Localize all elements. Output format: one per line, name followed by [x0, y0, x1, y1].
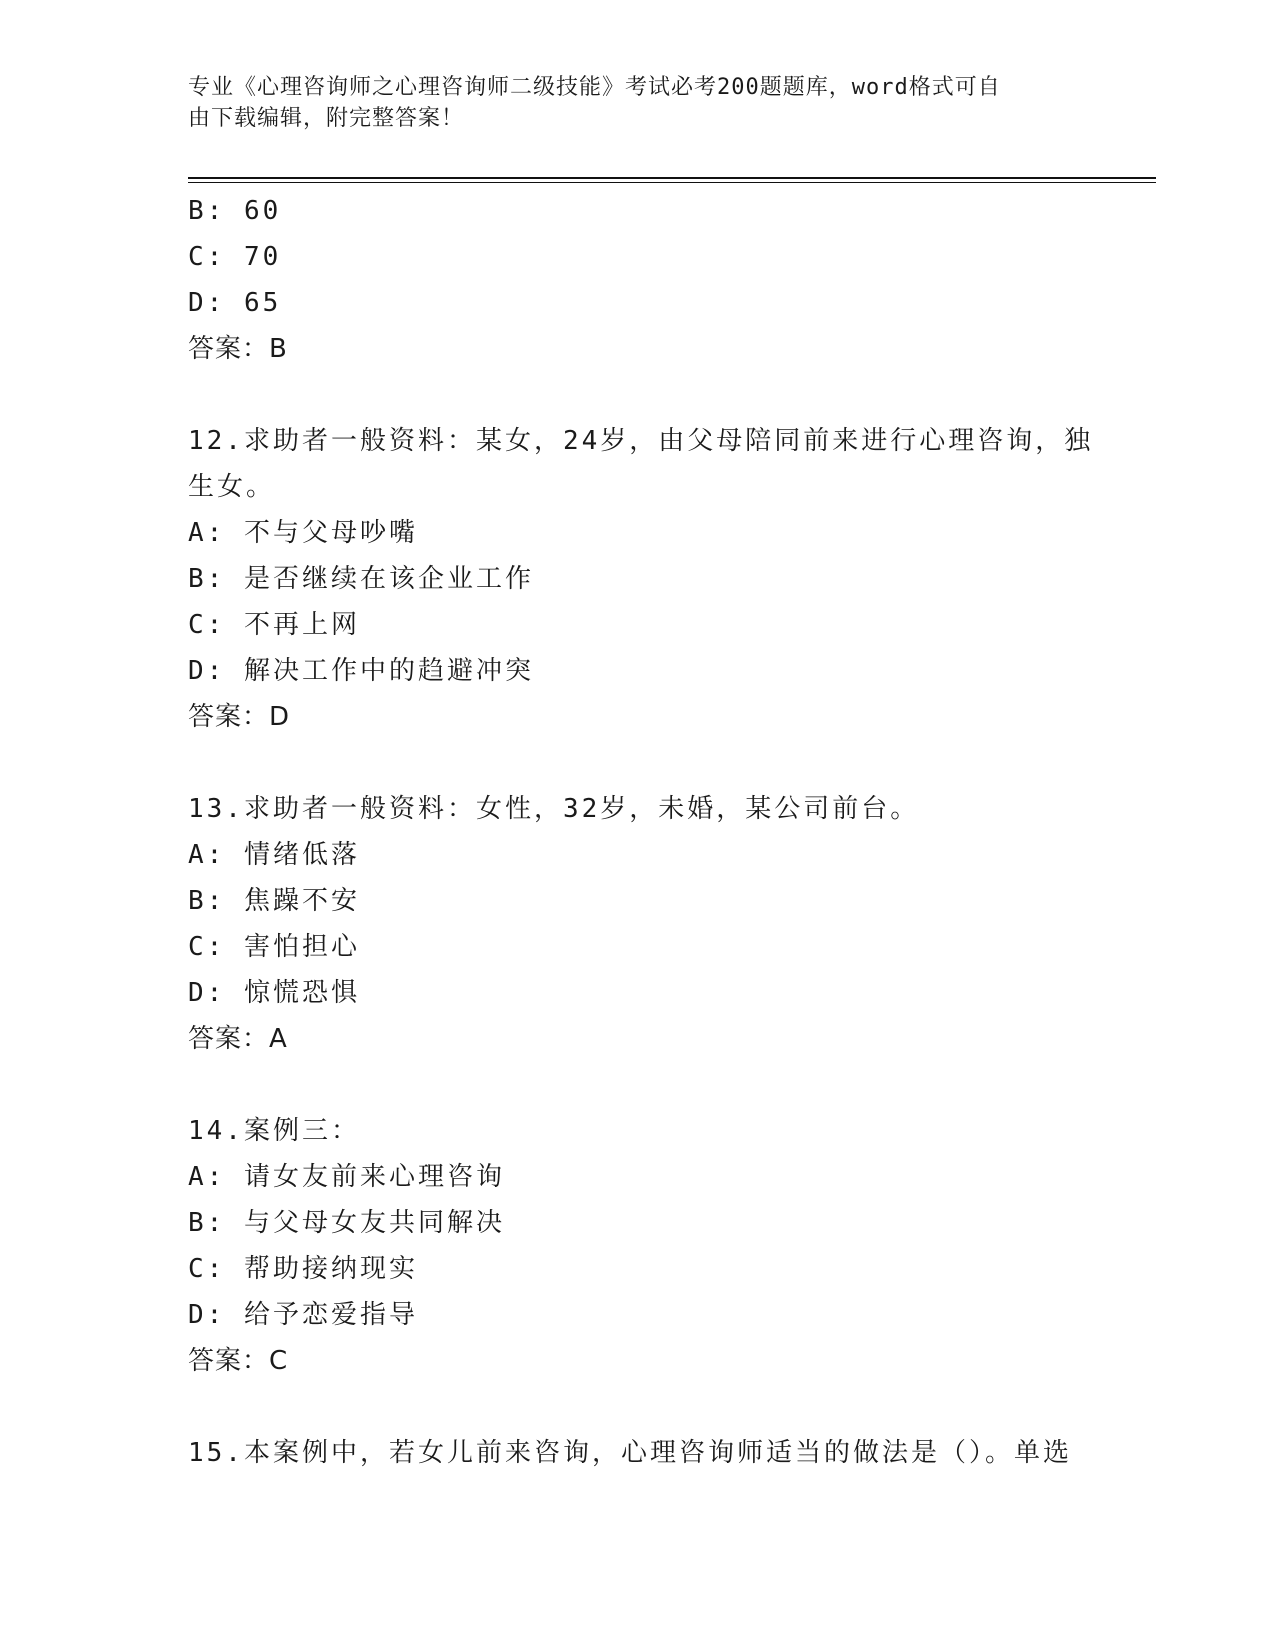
option-b: B: 是否继续在该企业工作 — [188, 564, 534, 594]
option-d: D: 解决工作中的趋避冲突 — [188, 656, 534, 686]
answer-line: 答案：B — [188, 334, 288, 364]
option-a: A: 不与父母吵嘴 — [188, 518, 418, 548]
document-header — [188, 72, 1088, 134]
answer-line: 答案：C — [188, 1346, 289, 1376]
question-stem-continued: 生女。 — [188, 472, 276, 502]
option-d: D: 65 — [188, 288, 282, 318]
answer-line: 答案：A — [188, 1024, 288, 1054]
question-list — [188, 188, 1148, 1476]
option-d: D: 给予恋爱指导 — [188, 1300, 418, 1330]
question-11-tail — [188, 188, 1148, 372]
question-15 — [188, 1430, 1148, 1476]
header-line-2: 由下载编辑，附完整答案！ — [188, 106, 465, 131]
question-12 — [188, 418, 1148, 740]
question-stem: 15.本案例中，若女儿前来咨询，心理咨询师适当的做法是（）。单选 — [188, 1438, 1072, 1468]
question-13 — [188, 786, 1148, 1062]
spacer — [188, 740, 1148, 786]
option-b: B: 60 — [188, 196, 282, 226]
header-divider-thick — [188, 177, 1156, 179]
question-stem: 13.求助者一般资料：女性，32岁，未婚，某公司前台。 — [188, 794, 920, 824]
spacer — [188, 1062, 1148, 1108]
option-c: C: 70 — [188, 242, 282, 272]
option-b: B: 与父母女友共同解决 — [188, 1208, 505, 1238]
option-b: B: 焦躁不安 — [188, 886, 360, 916]
option-a: A: 情绪低落 — [188, 840, 360, 870]
option-c: C: 害怕担心 — [188, 932, 360, 962]
spacer — [188, 1384, 1148, 1430]
option-c: C: 帮助接纳现实 — [188, 1254, 418, 1284]
option-d: D: 惊慌恐惧 — [188, 978, 360, 1008]
question-14 — [188, 1108, 1148, 1384]
question-stem: 12.求助者一般资料：某女，24岁，由父母陪同前来进行心理咨询，独 — [188, 426, 1094, 456]
header-line-1: 专业《心理咨询师之心理咨询师二级技能》考试必考200题题库，word格式可自 — [188, 75, 1001, 100]
option-a: A: 请女友前来心理咨询 — [188, 1162, 505, 1192]
answer-line: 答案：D — [188, 702, 291, 732]
question-stem: 14.案例三： — [188, 1116, 360, 1146]
header-divider-thin — [188, 182, 1156, 183]
spacer — [188, 372, 1148, 418]
option-c: C: 不再上网 — [188, 610, 360, 640]
